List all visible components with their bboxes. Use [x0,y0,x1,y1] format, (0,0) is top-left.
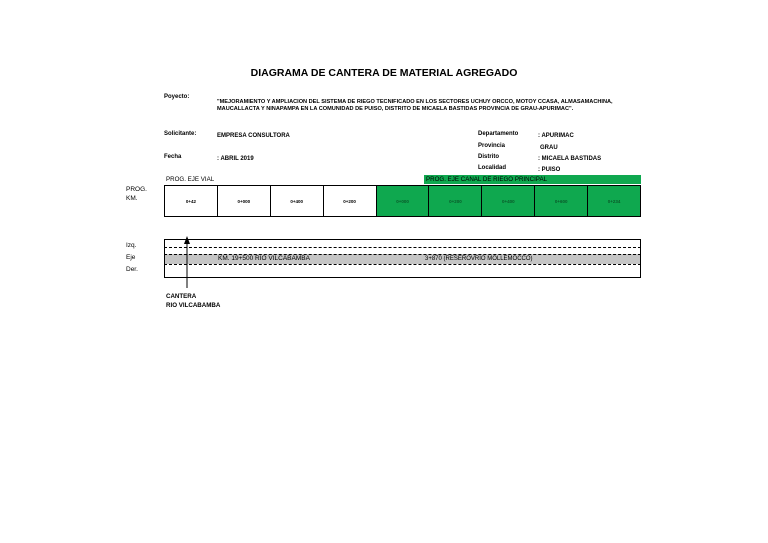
provincia-label: Provincia [478,143,506,149]
solicitante-value: EMPRESA CONSULTORA [217,133,290,139]
eje-vial-label: PROG. EJE VIAL [166,176,215,183]
eje-canal-label: PROG. EJE CANAL DE RIEGO PRINCIPAL [426,176,548,183]
fecha-label: Fecha [164,154,182,160]
prog-cell: 0+600 [535,186,588,216]
proyecto-value: "MEJORAMIENTO Y AMPLIACION DEL SISTEMA DE RIEGO TECNIFICADO EN LOS SECTORES UCHUY ORCCO, MOTOY CCASA, ALMASAMACHINA, MAUCALLACTA Y NINAPAMPA EN LA COMUNIDAD DE PUISO, DISTRITO DE MICAELA BASTIDAS PROVINCIA DE GRAU-APURIMAC". [217,99,613,113]
bottom-border-line [164,277,641,278]
top-border-line [164,239,641,240]
cantera-arrow-icon [180,236,194,290]
prog-cell: 0+200 [429,186,482,216]
izq-dashed-line [164,247,641,248]
page-title: DIAGRAMA DE CANTERA DE MATERIAL AGREGADO [250,67,518,79]
izq-label: Izq. [126,242,137,249]
prog-cell: 0+200 [324,186,377,216]
eje-label: Eje [126,254,136,261]
prog-label: PROG. [126,186,147,193]
eje-bottom-dashed-line [164,264,641,265]
prog-cell: 0+42 [165,186,218,216]
km-rio-text: KM. 19+500 RIO VILCABAMBA [218,255,310,262]
right-border-line [640,239,641,277]
prog-cell: 0+400 [271,186,324,216]
provincia-value: GRAU [540,145,558,151]
prog-cell: 0+000 [218,186,271,216]
prog-side-label [126,185,147,203]
distrito-label: Distrito [478,154,499,160]
prog-cell: 0+400 [482,186,535,216]
solicitante-label: Solicitante: [164,131,197,137]
distrito-value: : MICAELA BASTIDAS [538,156,602,162]
prog-cell: 0+234 [588,186,640,216]
proyecto-label: Poyecto: [164,94,190,100]
km-label: KM. [126,195,138,202]
eje-canal-bar [424,175,641,184]
fecha-value: : ABRIL 2019 [217,156,254,162]
departamento-value: : APURIMAC [538,133,574,139]
localidad-label: Localidad [478,165,507,171]
localidad-value: : PUISO [538,167,561,173]
cantera-line2: RIO VILCABAMBA [166,302,221,309]
left-border-line [164,239,165,277]
prog-cell: 0+000 [377,186,430,216]
progression-row [164,185,641,217]
reservorio-text: 3+870 (RESEROVRIO MOLLEMOCCO) [425,256,533,262]
der-label: Der. [126,266,138,273]
cantera-label [166,292,220,310]
cantera-line1: CANTERA [166,293,197,300]
departamento-label: Departamento [478,131,519,137]
